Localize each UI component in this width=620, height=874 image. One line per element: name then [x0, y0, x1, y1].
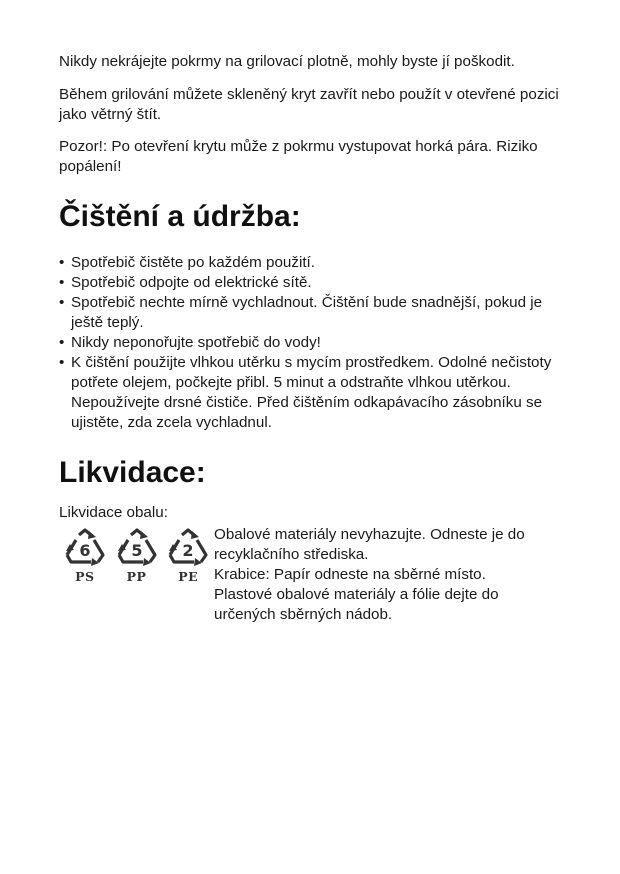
list-item-text: Spotřebič nechte mírně vychladnout. Čištění bude snadnější, pokud je ještě teplý. [71, 294, 543, 331]
recycle-triangle-icon [63, 527, 107, 567]
recycling-symbols [59, 527, 214, 584]
intro-paragraph-1: Nikdy nekrájejte pokrmy na grilovací plotně, mohly byste jí poškodit. [59, 53, 515, 70]
page-content [59, 52, 569, 625]
recycle-code-label: PP [126, 569, 147, 584]
recycle-triangle-icon [115, 527, 159, 567]
recycle-2-pe-icon [162, 527, 214, 584]
list-item [59, 273, 569, 293]
recycling-text-3: Plastové obalové materiály a fólie dejte do určených sběrných nádob. [214, 586, 499, 623]
disposal-heading: Likvidace: [59, 456, 206, 489]
cleaning-heading: Čištění a údržba: [59, 200, 301, 233]
list-item-text: Spotřebič čistěte po každém použití. [71, 254, 315, 271]
recycle-code-label: PS [75, 569, 95, 584]
bullet-icon: • [59, 354, 65, 371]
bullet-icon: • [59, 254, 65, 271]
bullet-icon: • [59, 334, 65, 351]
recycle-number: 2 [182, 541, 194, 560]
list-item-text: Nikdy neponořujte spotřebič do vody! [71, 334, 321, 351]
recycle-triangle-icon [166, 527, 210, 567]
recycling-section [59, 525, 569, 625]
list-item-text: Spotřebič odpojte od elektrické sítě. [71, 274, 312, 291]
recycling-text-2: Krabice: Papír odneste na sběrné místo. [214, 566, 486, 583]
recycle-number: 5 [130, 541, 143, 560]
packaging-label: Likvidace obalu: [59, 504, 168, 521]
list-item [59, 293, 569, 333]
recycling-text-1: Obalové materiály nevyhazujte. Odneste je do recyklačního střediska. [214, 526, 525, 563]
list-item-text: K čištění použijte vlhkou utěrku s mycím prostředkem. Odolné nečistoty potřete olejem, počkejte přibl. 5 minut a odstraňte vlhkou utěrkou. Nepoužívejte drsné čističe. Před čištěním odkapávacího zásobníku se ujistěte, zda zcela vychladnul. [71, 354, 552, 431]
recycling-instructions [214, 525, 564, 625]
list-item [59, 253, 569, 273]
bullet-icon: • [59, 294, 65, 311]
list-item [59, 353, 569, 433]
cleaning-list [59, 253, 569, 433]
list-item [59, 333, 569, 353]
intro-paragraph-3: Pozor!: Po otevření krytu může z pokrmu vystupovat horká pára. Riziko popálení! [59, 138, 538, 175]
recycle-5-pp-icon [111, 527, 163, 584]
recycle-code-label: PE [178, 569, 199, 584]
recycle-6-ps-icon [59, 527, 111, 584]
bullet-icon: • [59, 274, 65, 291]
recycle-number: 6 [79, 541, 91, 560]
intro-paragraph-2: Během grilování můžete skleněný kryt zavřít nebo použít v otevřené pozici jako větrný štít. [59, 86, 559, 123]
